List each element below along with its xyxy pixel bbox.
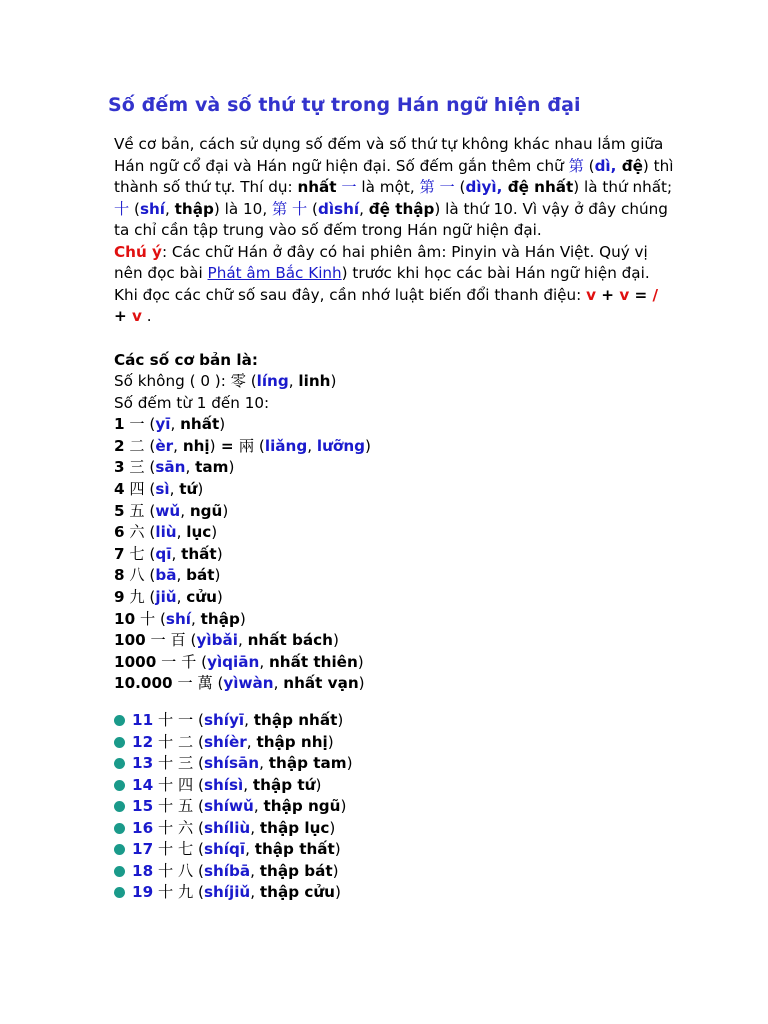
range-label: Số đếm từ 1 đến 10: <box>114 393 270 412</box>
pinyin: shíqī <box>203 840 246 858</box>
pinyin: sān <box>155 458 186 477</box>
number: 8 <box>114 566 125 585</box>
viet-reading: nhất thiên <box>268 652 358 671</box>
number-row: 100 一 百 (yìbǎi, nhất bách) <box>114 631 339 650</box>
han-char: 第 <box>568 156 584 175</box>
number: 3 <box>114 458 125 477</box>
bullet-icon <box>114 823 125 834</box>
number-row: 10 十 (shí, thập) <box>114 609 246 628</box>
han-char: 八 <box>129 566 145 585</box>
number-row: 10.000 一 萬 (yìwàn, nhất vạn) <box>114 674 365 693</box>
pinyin: líng <box>256 372 289 391</box>
number: 1 <box>114 415 125 434</box>
viet-reading: cửu <box>186 588 217 607</box>
intro-text: là thứ 10. Vì vậy ở đây chúng ta chỉ cần tập trung vào số đếm trong Hán ngữ hiện đại. <box>114 199 668 239</box>
viet-reading: đệ thập <box>368 199 435 218</box>
pinyin: bā <box>155 566 177 585</box>
han-char: 十 九 <box>157 883 194 901</box>
number: 17 <box>132 840 154 858</box>
tone-rule: v <box>586 285 597 304</box>
pinyin: èr <box>155 436 174 455</box>
document-body <box>108 92 674 904</box>
number: 12 <box>132 732 154 751</box>
pinyin: wǔ <box>155 501 181 520</box>
number: 7 <box>114 544 125 563</box>
number-row: 4 四 (sì, tứ) <box>114 480 204 499</box>
number: 10 <box>114 609 136 628</box>
viet-reading: thập thất <box>254 840 335 858</box>
phat-am-bac-kinh-link[interactable]: Phát âm Bắc Kinh <box>207 264 342 282</box>
bullet-icon <box>114 715 125 726</box>
pinyin: liù <box>155 523 177 542</box>
number-row: 6 六 (liù, lục) <box>114 523 218 542</box>
number: 2 <box>114 436 125 455</box>
viet-reading: tứ <box>179 480 198 499</box>
viet-reading: thất <box>181 544 217 563</box>
tone-rule: v <box>619 285 630 304</box>
pinyin: shíjiǔ <box>203 883 251 901</box>
viet-reading: thập lục <box>259 818 330 837</box>
list-item: 18 十 八 (shíbā, thập bát) <box>114 861 674 883</box>
teen-number-list <box>114 710 674 904</box>
han-char: 六 <box>129 523 145 542</box>
viet-reading: thập tam <box>268 754 347 772</box>
number-row: 1 一 (yī, nhất) <box>114 415 226 434</box>
pinyin: shí <box>165 609 191 628</box>
number: 9 <box>114 588 125 607</box>
basic-numbers-section <box>114 350 674 696</box>
han-char: 十 八 <box>157 861 194 880</box>
number: 16 <box>132 818 154 837</box>
han-char: 十 三 <box>157 754 194 772</box>
han-char: 九 <box>129 588 145 607</box>
pinyin: yìqiān <box>207 652 260 671</box>
viet-reading: thập nhị <box>256 732 328 751</box>
intro-text: là một, <box>356 178 420 196</box>
viet-reading: lưỡng <box>316 436 366 455</box>
viet-reading: đệ <box>621 156 643 175</box>
viet-reading: thập cửu <box>259 883 335 901</box>
pinyin: dìshí <box>317 199 360 218</box>
viet-reading: ngũ <box>189 501 223 520</box>
number-row: 3 三 (sān, tam) <box>114 458 235 477</box>
han-char: 三 <box>129 458 145 477</box>
han-char: 十 七 <box>157 840 194 858</box>
pinyin: shísān <box>203 754 260 772</box>
han-char: 零 <box>230 372 246 391</box>
bullet-icon <box>114 801 125 812</box>
han-char: 四 <box>129 480 145 499</box>
list-item: 12 十 二 (shíèr, thập nhị) <box>114 732 674 754</box>
viet-reading: thập <box>200 609 240 628</box>
number-row: 5 五 (wǔ, ngũ) <box>114 501 229 520</box>
han-char: 二 <box>129 436 145 455</box>
han-char: 七 <box>129 544 145 563</box>
number: 10.000 <box>114 674 173 693</box>
pinyin: sì <box>155 480 170 499</box>
han-char: 十 <box>139 609 156 628</box>
list-item: 17 十 七 (shíqī, thập thất) <box>114 839 674 861</box>
pinyin: shísì <box>203 775 244 794</box>
bullet-icon <box>114 844 125 855</box>
viet-reading: nhất bách <box>247 631 333 650</box>
number: 19 <box>132 883 154 901</box>
han-char: 一 萬 <box>177 674 213 693</box>
pinyin: dì <box>594 156 611 175</box>
note-text: ) trước khi học các bài Hán ngữ hiện đại. Khi đọc các chữ số sau đây, cần nhớ luật biến đổi thanh điệu: <box>114 264 650 304</box>
han-char: 十 五 <box>157 797 194 815</box>
viet-reading: đệ nhất <box>507 178 574 196</box>
tone-rule: / <box>652 285 659 304</box>
tone-rule: v <box>132 307 142 325</box>
viet-reading: nhất vạn <box>283 674 359 693</box>
han-char: 一 千 <box>161 652 197 671</box>
viet-reading: nhất <box>180 415 220 434</box>
han-char: 十 二 <box>157 732 194 751</box>
viet-reading: nhất <box>297 178 337 196</box>
viet-reading: thập tứ <box>252 775 316 794</box>
pinyin: shíbā <box>203 861 251 880</box>
number-row: 7 七 (qī, thất) <box>114 544 223 563</box>
list-item: 15 十 五 (shíwǔ, thập ngũ) <box>114 796 674 818</box>
pinyin: qī <box>155 544 172 563</box>
number: 6 <box>114 523 125 542</box>
number-row: 8 八 (bā, bát) <box>114 566 221 585</box>
basic-number-list <box>114 414 674 695</box>
list-item: 16 十 六 (shíliù, thập lục) <box>114 818 674 840</box>
number-row: 2 二 (èr, nhị) = 兩 (liǎng, lưỡng) <box>114 436 371 455</box>
han-char: 十 一 <box>157 711 194 729</box>
viet-reading: tam <box>195 458 229 477</box>
han-char: 第 十 <box>271 199 308 218</box>
viet-reading: thập ngũ <box>263 797 341 815</box>
number: 11 <box>132 711 154 729</box>
page-title: Số đếm và số thứ tự trong Hán ngữ hiện đại <box>108 94 581 116</box>
viet-reading: lục <box>186 523 212 542</box>
list-item: 13 十 三 (shísān, thập tam) <box>114 753 674 775</box>
intro-text: thì thành số thứ tự. Thí dụ: <box>114 156 674 196</box>
number: 18 <box>132 861 154 880</box>
han-char: 十 六 <box>157 818 194 837</box>
pinyin: shíwǔ <box>203 797 254 815</box>
list-item: 14 十 四 (shísì, thập tứ) <box>114 775 674 797</box>
pinyin: yìwàn <box>223 674 274 693</box>
han-char: 五 <box>129 501 145 520</box>
zero-line: Số không ( 0 ): 零 (líng, linh) <box>114 372 337 391</box>
pinyin: shíliù <box>203 818 251 837</box>
intro-text: là 10, <box>219 199 272 218</box>
number: 5 <box>114 501 125 520</box>
note-text: : Các chữ Hán ở đây có hai phiên âm: Pinyin và Hán Việt. Quý vị nên đọc bài <box>114 242 648 282</box>
pinyin: dìyì <box>465 178 497 196</box>
pinyin: yìbǎi <box>196 631 238 650</box>
intro-text: là thứ nhất; <box>579 178 673 196</box>
pinyin: yī <box>155 415 171 434</box>
han-char: 一 百 <box>150 631 186 650</box>
list-item: 11 十 一 (shíyī, thập nhất) <box>114 710 674 732</box>
bullet-icon <box>114 780 125 791</box>
number-row: 1000 一 千 (yìqiān, nhất thiên) <box>114 652 364 671</box>
bullet-icon <box>114 737 125 748</box>
number: 100 <box>114 631 146 650</box>
han-char: 一 <box>129 415 145 434</box>
viet-reading: linh <box>298 372 331 391</box>
viet-reading: thập nhất <box>253 711 338 729</box>
pinyin: shíèr <box>203 732 247 751</box>
han-char: 一 <box>341 178 357 196</box>
viet-reading: thập <box>174 199 214 218</box>
list-item: 19 十 九 (shíjiǔ, thập cửu) <box>114 882 674 904</box>
number: 15 <box>132 797 154 815</box>
pinyin: shíyī <box>203 711 245 729</box>
note-label: Chú ý <box>114 242 162 261</box>
number: 1000 <box>114 652 157 671</box>
viet-reading: thập bát <box>259 861 333 880</box>
pinyin: liǎng <box>264 436 308 455</box>
intro-paragraph: Về cơ bản, cách sử dụng số đếm và số thứ tự không khác nhau lắm giữa Hán ngữ cổ đại và Hán ngữ hiện đại. Số đếm gắn thêm chữ 第 (dì, đệ) thì thành số thứ tự. Thí dụ: nhất 一 là một, 第 一 (dìyì, đệ nhất) là thứ nhất; 十 (shí, thập) là 10, 第 十 (dìshí, đệ thập) là thứ 10. Vì vậy ở đây chúng ta chỉ cần tập trung vào số đếm trong Hán ngữ hiện đại. Chú ý: Các chữ Hán ở đây có hai phiên âm: Pinyin và Hán Việt. Quý vị nên đọc bài Phát âm Bắc Kinh) trước khi học các bài Hán ngữ hiện đại. Khi đọc các chữ số sau đây, cần nhớ luật biến đổi thanh điệu: v + v = / + v . <box>114 135 674 325</box>
number: 13 <box>132 754 154 772</box>
bullet-icon <box>114 866 125 877</box>
viet-reading: bát <box>186 566 215 585</box>
intro-text: Về cơ bản, cách sử dụng số đếm và số thứ tự không khác nhau lắm giữa Hán ngữ cổ đại và Hán ngữ hiện đại. Số đếm gắn thêm chữ <box>114 135 664 175</box>
section-heading: Các số cơ bản là: <box>114 350 258 369</box>
han-char: 第 一 <box>419 178 455 196</box>
pinyin: jiǔ <box>155 588 177 607</box>
pinyin: shí <box>139 199 166 218</box>
bullet-icon <box>114 758 125 769</box>
number-row: 9 九 (jiǔ, cửu) <box>114 588 223 607</box>
han-char: 兩 <box>238 436 255 455</box>
han-char: 十 <box>114 199 130 218</box>
viet-reading: nhị <box>182 436 210 455</box>
number: 14 <box>132 775 154 794</box>
number: 4 <box>114 480 125 499</box>
bullet-icon <box>114 887 125 898</box>
han-char: 十 四 <box>157 775 194 794</box>
